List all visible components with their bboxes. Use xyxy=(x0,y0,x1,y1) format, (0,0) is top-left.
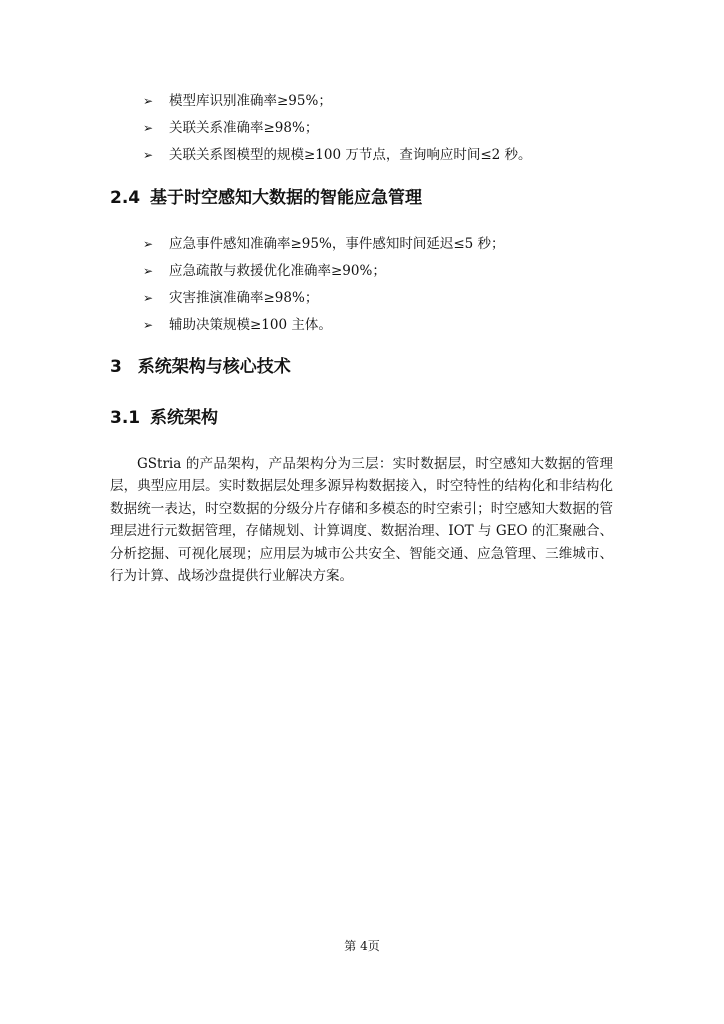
list-item-text: 应急事件感知准确率≥95%，事件感知时间延迟≤5 秒； xyxy=(169,236,505,252)
arrow-bullet-icon: ➢ xyxy=(143,94,154,108)
section-title: 系统架构与核心技术 xyxy=(137,357,291,377)
list-item xyxy=(143,258,505,285)
list-item xyxy=(143,312,505,339)
list-item xyxy=(143,231,505,258)
arrow-bullet-icon: ➢ xyxy=(143,291,154,305)
arrow-bullet-icon: ➢ xyxy=(143,264,154,278)
metrics-list-2 xyxy=(143,231,505,339)
section-number: 2.4 xyxy=(110,188,141,208)
list-item-text: 模型库识别准确率≥95%； xyxy=(169,93,332,109)
list-item-text: 灾害推演准确率≥98%； xyxy=(169,290,319,306)
list-item xyxy=(143,142,532,169)
list-item xyxy=(143,285,505,312)
arrow-bullet-icon: ➢ xyxy=(143,148,154,162)
section-number: 3.1 xyxy=(110,408,141,428)
list-item-text: 关联关系准确率≥98%； xyxy=(169,120,319,136)
metrics-list-1 xyxy=(143,88,532,169)
list-item-text: 应急疏散与救援优化准确率≥90%； xyxy=(169,263,386,279)
section-heading-3-1 xyxy=(110,406,218,430)
section-heading-2-4 xyxy=(110,186,422,210)
list-item-text: 辅助决策规模≥100 主体。 xyxy=(169,317,332,333)
arrow-bullet-icon: ➢ xyxy=(143,318,154,332)
list-item-text: 关联关系图模型的规模≥100 万节点，查询响应时间≤2 秒。 xyxy=(169,147,532,163)
page-number: 第 4页 xyxy=(344,939,380,953)
list-item xyxy=(143,115,532,142)
list-item xyxy=(143,88,532,115)
section-heading-3 xyxy=(110,355,291,379)
section-title: 系统架构 xyxy=(150,408,219,428)
arrow-bullet-icon: ➢ xyxy=(143,237,154,251)
arrow-bullet-icon: ➢ xyxy=(143,121,154,135)
section-title: 基于时空感知大数据的智能应急管理 xyxy=(150,188,423,208)
section-number: 3 xyxy=(110,357,122,377)
architecture-paragraph: GStria 的产品架构，产品架构分为三层：实时数据层，时空感知大数据的管理层，典型应用层。实时数据层处理多源异构数据接入，时空特性的结构化和非结构化数据统一表达，时空数据的分级分片存储和多模态的时空索引；时空感知大数据的管理层进行元数据管理，存储规划、计算调度、数据治理、IOT 与 GEO 的汇聚融合、分析挖掘、可视化展现；应用层为城市公共安全、智能交通、应急管理、三维城市、行为计算、战场沙盘提供行业解决方案。 xyxy=(110,456,613,585)
